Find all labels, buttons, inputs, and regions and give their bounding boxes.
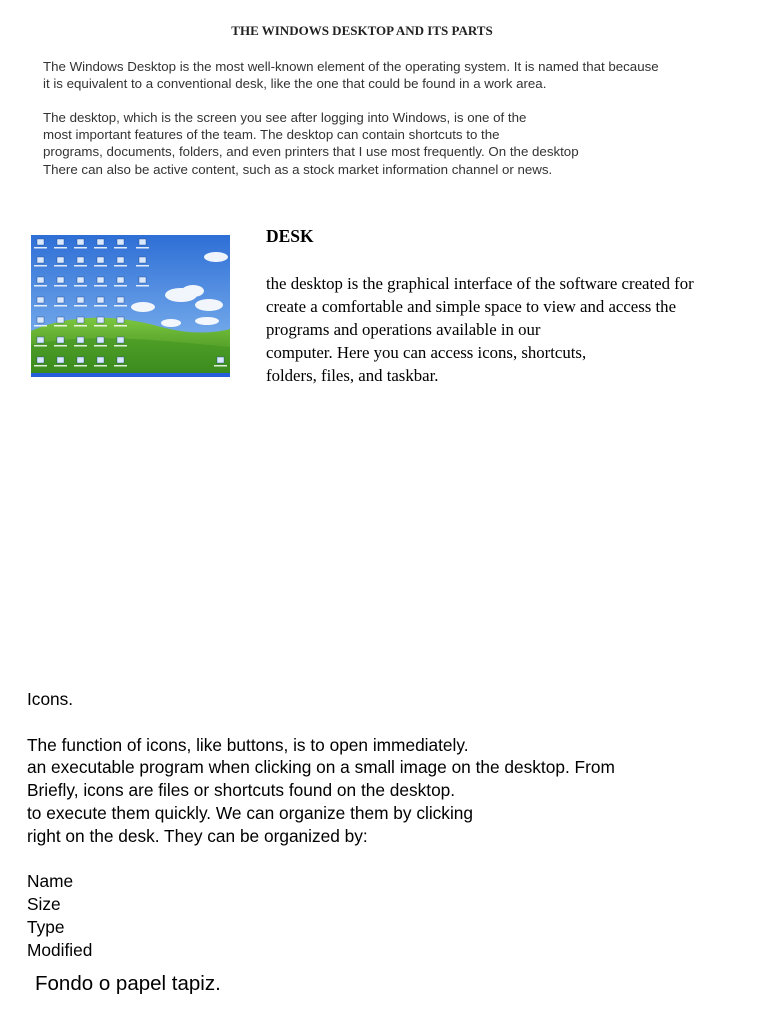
text-line: an executable program when clicking on a small image on the desktop. From	[27, 757, 615, 778]
text-line: computer. Here you can access icons, shortcuts,	[266, 343, 587, 362]
text-line: The function of icons, like buttons, is to open immediately.	[27, 734, 469, 755]
icons-section	[27, 688, 727, 962]
text-line: folders, files, and taskbar.	[266, 366, 439, 385]
intro-paragraph-2	[43, 109, 723, 178]
text-line: the desktop is the graphical interface of the software created for	[266, 274, 694, 293]
intro-paragraph-1	[43, 58, 723, 92]
sort-option-type: Type	[27, 916, 65, 937]
desk-heading: DESK	[266, 226, 314, 246]
text-line: There can also be active content, such as a stock market information channel or news.	[43, 161, 553, 177]
document-title: THE WINDOWS DESKTOP AND ITS PARTS	[231, 23, 493, 38]
text-line: programs, documents, folders, and even printers that I use most frequently. On the desktop	[43, 144, 579, 160]
text-line: Briefly, icons are files or shortcuts found on the desktop.	[27, 780, 456, 801]
text-line: create a comfortable and simple space to view and access the	[266, 297, 677, 316]
text-line: right on the desk. They can be organized by:	[27, 825, 368, 846]
sort-option-modified: Modified	[27, 939, 93, 960]
text-line: it is equivalent to a conventional desk, like the one that could be found in a work area.	[43, 76, 547, 92]
text-line: programs and operations available in our	[266, 320, 541, 339]
desk-description	[266, 272, 746, 387]
sort-option-size: Size	[27, 894, 61, 915]
icons-heading: Icons.	[27, 689, 74, 709]
text-line: most important features of the team. The desktop can contain shortcuts to the	[43, 127, 500, 143]
text-line: The Windows Desktop is the most well-known element of the operating system. It is named that because	[43, 59, 659, 74]
wallpaper-heading: Fondo o papel tapiz.	[35, 972, 221, 995]
text-line: The desktop, which is the screen you see after logging into Windows, is one of the	[43, 110, 527, 125]
sort-option-name: Name	[27, 871, 74, 892]
windows-xp-desktop-screenshot-image	[31, 235, 230, 377]
text-line: to execute them quickly. We can organize them by clicking	[27, 802, 474, 823]
